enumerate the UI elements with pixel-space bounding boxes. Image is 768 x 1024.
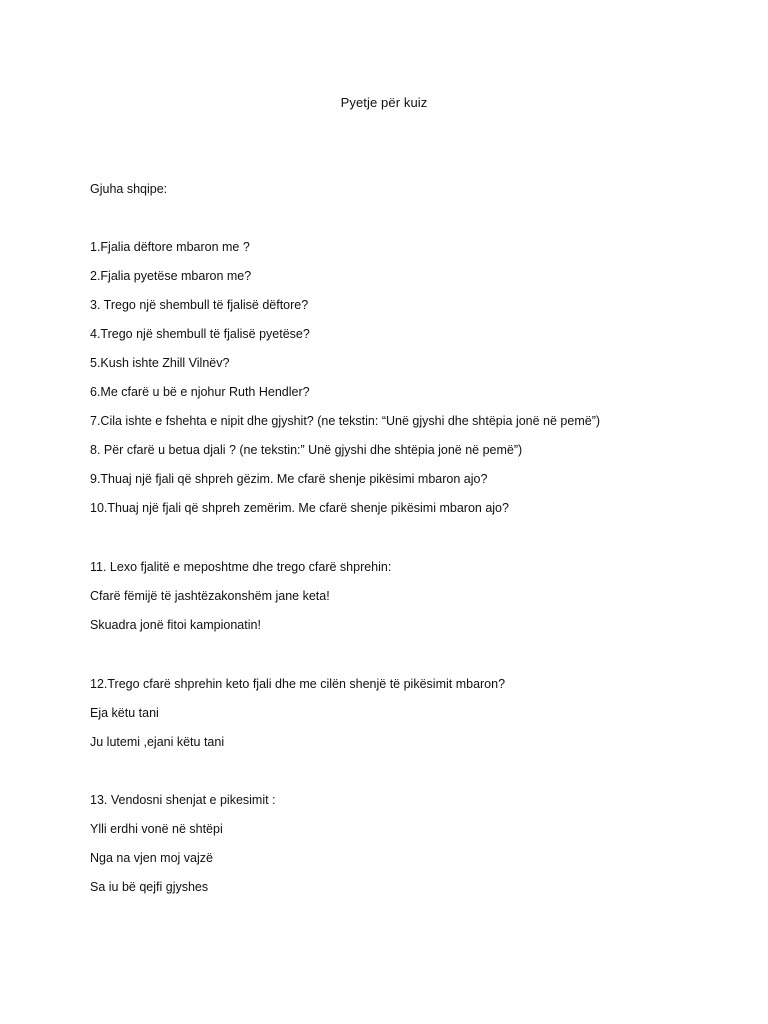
question-13-prompt: 13. Vendosni shenjat e pikesimit : <box>90 793 276 807</box>
section-heading: Gjuha shqipe: <box>90 182 168 196</box>
question-12-line-2: Ju lutemi ,ejani këtu tani <box>90 735 225 749</box>
question-11-line-2: Skuadra jonë fitoi kampionatin! <box>90 618 261 632</box>
question-5: 5.Kush ishte Zhill Vilnëv? <box>90 356 230 370</box>
question-10: 10.Thuaj një fjali që shpreh zemërim. Me cfarë shenje pikësimi mbaron ajo? <box>90 501 509 515</box>
question-9: 9.Thuaj një fjali që shpreh gëzim. Me cfarë shenje pikësimi mbaron ajo? <box>90 472 488 486</box>
question-7: 7.Cila ishte e fshehta e nipit dhe gjyshit? (ne tekstin: “Unë gjyshi dhe shtëpia jonë në pemë”) <box>90 414 601 428</box>
question-1: 1.Fjalia dëftore mbaron me ? <box>90 240 250 254</box>
question-8: 8. Për cfarë u betua djali ? (ne tekstin:” Unë gjyshi dhe shtëpia jonë në pemë”) <box>90 443 523 457</box>
question-12-line-1: Eja këtu tani <box>90 706 159 720</box>
question-11-line-1: Cfarë fëmijë të jashtëzakonshëm jane keta! <box>90 589 330 603</box>
question-6: 6.Me cfarë u bë e njohur Ruth Hendler? <box>90 385 310 399</box>
question-4: 4.Trego një shembull të fjalisë pyetëse? <box>90 327 310 341</box>
question-13-line-1: Ylli erdhi vonë në shtëpi <box>90 822 223 836</box>
question-3: 3. Trego një shembull të fjalisë dëftore? <box>90 298 309 312</box>
question-12-prompt: 12.Trego cfarë shprehin keto fjali dhe me cilën shenjë të pikësimit mbaron? <box>90 677 506 691</box>
question-13-line-2: Nga na vjen moj vajzë <box>90 851 213 865</box>
question-13-line-3: Sa iu bë qejfi gjyshes <box>90 880 209 894</box>
document-title: Pyetje për kuiz <box>340 95 428 110</box>
question-2: 2.Fjalia pyetëse mbaron me? <box>90 269 252 283</box>
question-11-prompt: 11. Lexo fjalitë e meposhtme dhe trego cfarë shprehin: <box>90 560 392 574</box>
